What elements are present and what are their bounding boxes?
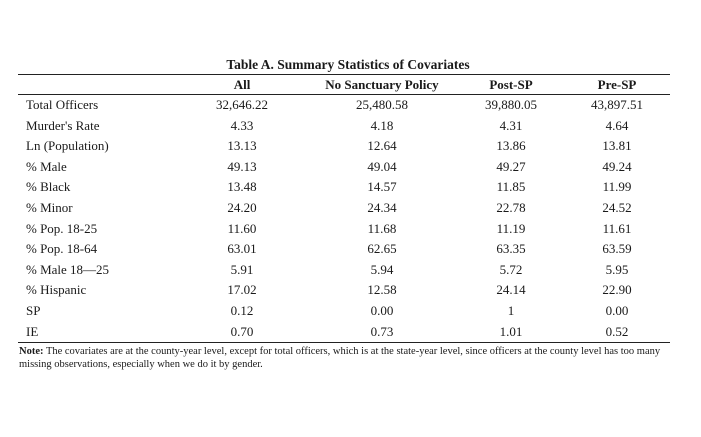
column-header-post-sp: Post-SP xyxy=(489,77,533,92)
summary-statistics-table-container xyxy=(18,56,670,371)
table-row xyxy=(18,219,670,240)
cell-pre-sp: 22.90 xyxy=(602,282,632,298)
table-row xyxy=(18,177,670,198)
row-label: % Pop. 18-64 xyxy=(26,241,98,257)
cell-all: 4.33 xyxy=(230,117,254,133)
table-row xyxy=(18,157,670,178)
table-row xyxy=(18,280,670,301)
cell-all: 17.02 xyxy=(227,282,257,298)
cell-no-sanctuary-policy: 12.64 xyxy=(367,138,397,154)
cell-pre-sp: 0.52 xyxy=(605,323,629,339)
table-row xyxy=(18,322,670,343)
table-row xyxy=(18,239,670,260)
cell-pre-sp: 43,897.51 xyxy=(591,97,643,112)
cell-pre-sp: 63.59 xyxy=(602,241,632,257)
cell-pre-sp: 0.00 xyxy=(605,302,629,318)
cell-pre-sp: 11.61 xyxy=(602,220,632,236)
row-label: Total Officers xyxy=(26,97,99,112)
row-label: Ln (Population) xyxy=(26,138,109,154)
row-label: % Black xyxy=(26,179,71,195)
cell-post-sp: 63.35 xyxy=(496,241,526,257)
column-header-no-sanctuary-policy: No Sanctuary Policy xyxy=(325,77,439,92)
cell-all: 63.01 xyxy=(227,241,257,257)
row-label: SP xyxy=(26,302,41,318)
cell-all: 0.70 xyxy=(230,323,254,339)
table-body xyxy=(18,95,670,343)
cell-post-sp: 1.01 xyxy=(499,323,523,339)
table-row xyxy=(18,301,670,322)
cell-pre-sp: 5.95 xyxy=(605,261,629,277)
cell-no-sanctuary-policy: 49.04 xyxy=(367,158,397,174)
row-label: % Male xyxy=(26,158,67,174)
cell-no-sanctuary-policy: 12.58 xyxy=(367,282,397,298)
cell-no-sanctuary-policy: 14.57 xyxy=(367,179,397,195)
cell-no-sanctuary-policy: 24.34 xyxy=(367,199,397,215)
cell-all: 5.91 xyxy=(230,261,254,277)
table-row xyxy=(18,95,670,116)
row-label: % Minor xyxy=(26,199,73,215)
cell-all: 32,646.22 xyxy=(216,97,268,112)
cell-all: 49.13 xyxy=(227,158,257,174)
table-header xyxy=(18,75,670,95)
cell-pre-sp: 24.52 xyxy=(602,199,632,215)
cell-all: 13.48 xyxy=(227,179,257,195)
cell-no-sanctuary-policy: 4.18 xyxy=(370,117,394,133)
row-label: IE xyxy=(26,323,39,339)
table-row xyxy=(18,116,670,137)
row-label: Murder's Rate xyxy=(26,117,100,133)
row-label: % Pop. 18-25 xyxy=(26,220,98,236)
cell-no-sanctuary-policy: 25,480.58 xyxy=(356,97,408,112)
cell-post-sp: 13.86 xyxy=(496,138,526,154)
cell-post-sp: 11.19 xyxy=(496,220,526,236)
cell-no-sanctuary-policy: 0.73 xyxy=(370,323,394,339)
cell-all: 0.12 xyxy=(230,302,254,318)
cell-pre-sp: 11.99 xyxy=(602,179,632,195)
column-header-pre-sp: Pre-SP xyxy=(597,77,637,92)
row-label: % Male 18—25 xyxy=(26,261,110,277)
table-note xyxy=(18,346,671,371)
table-title: Table A. Summary Statistics of Covariates xyxy=(226,57,470,72)
cell-post-sp: 39,880.05 xyxy=(485,97,537,112)
note-text: The covariates are at the county-year level, except for total officers, which is at the state-year level, since officers at the county level has too many missing observations, especially when we do it by gender. xyxy=(19,346,661,370)
cell-pre-sp: 49.24 xyxy=(602,158,632,174)
cell-no-sanctuary-policy: 5.94 xyxy=(370,261,394,277)
cell-no-sanctuary-policy: 62.65 xyxy=(367,241,397,257)
cell-post-sp: 22.78 xyxy=(496,199,526,215)
cell-post-sp: 5.72 xyxy=(499,261,523,277)
summary-statistics-table xyxy=(18,74,670,343)
column-header-label xyxy=(18,75,178,95)
table-row xyxy=(18,260,670,281)
cell-post-sp: 11.85 xyxy=(496,179,526,195)
cell-all: 24.20 xyxy=(227,199,257,215)
cell-post-sp: 24.14 xyxy=(496,282,526,298)
cell-no-sanctuary-policy: 11.68 xyxy=(367,220,397,236)
cell-pre-sp: 4.64 xyxy=(605,117,629,133)
cell-pre-sp: 13.81 xyxy=(602,138,632,154)
table-row xyxy=(18,136,670,157)
cell-post-sp: 1 xyxy=(507,302,515,318)
table-row xyxy=(18,198,670,219)
cell-post-sp: 49.27 xyxy=(496,158,526,174)
header-row xyxy=(18,75,670,95)
cell-all: 11.60 xyxy=(227,220,257,236)
cell-post-sp: 4.31 xyxy=(499,117,523,133)
column-header-all: All xyxy=(233,77,251,92)
note-label: Note: xyxy=(19,346,44,358)
row-label: % Hispanic xyxy=(26,282,87,298)
cell-no-sanctuary-policy: 0.00 xyxy=(370,302,394,318)
cell-all: 13.13 xyxy=(227,138,257,154)
